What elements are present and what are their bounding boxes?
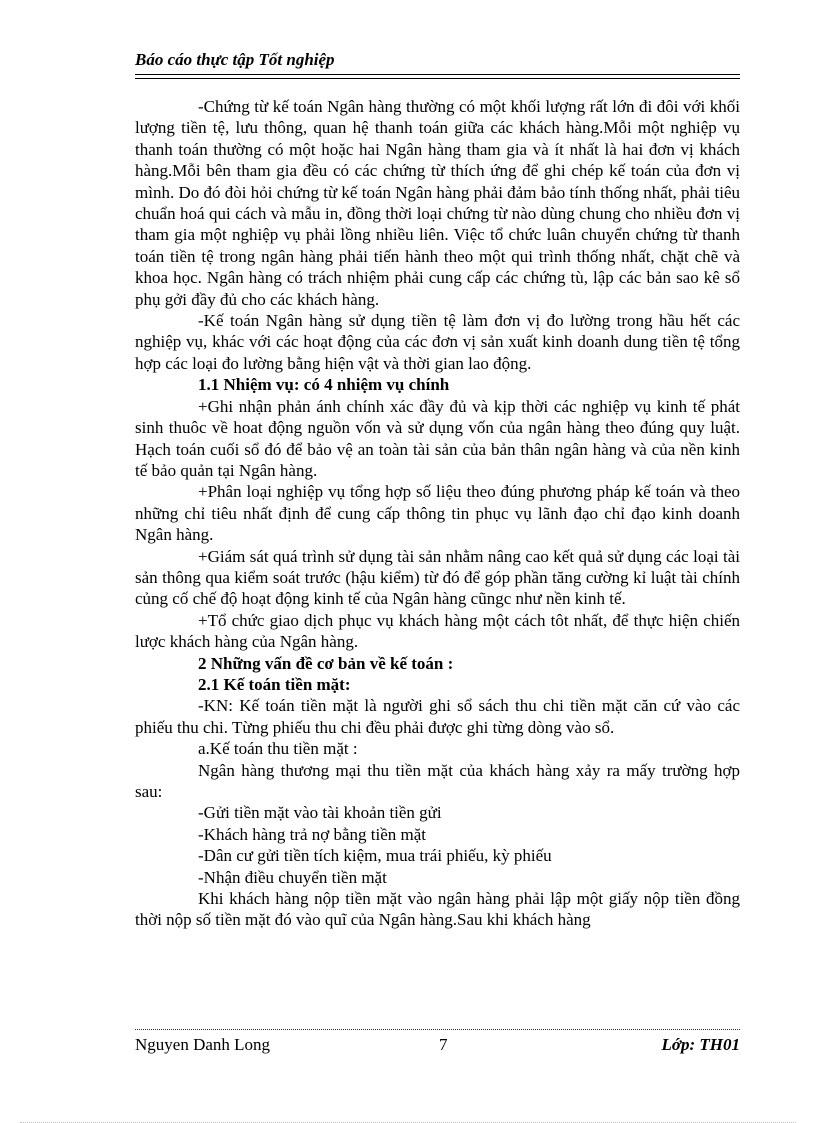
body-content xyxy=(135,96,740,931)
paragraph-duty-3: +Giám sát quá trình sử dụng tài sản nhằm nâng cao kết quả sử dụng các loại tài sản thông qua kiểm soát trước (hậu kiểm) từ đó để góp phần tăng cường kỉ luật tài chính củng cố chế độ hoạt động kinh tế của Ngân hàng cũngc như nền kinh tế. xyxy=(135,546,740,609)
footer-author: Nguyen Danh Long xyxy=(135,1035,271,1054)
list-item: -Khách hàng trả nợ bằng tiền mặt xyxy=(198,824,427,844)
paragraph-vouchers: -Chứng từ kế toán Ngân hàng thường có một khối lượng rất lớn đi đôi với khối lượng tiền tệ, lưu thông, quan hệ thanh toán giữa các khách hàng.Mỗi một nghiệp vụ thanh toán thường có một hoặc hai Ngân hàng tham gia và ít nhất là hai đơn vị khách hàng.Mỗi bên tham gia đều có các chứng từ thích ứng để ghi chép kế toán của đơn vị mình. Do đó đòi hỏi chứng từ kế toán Ngân hàng phải đảm bảo tính thống nhất, phải tiêu chuẩn hoá qui cách và mẫu in, đồng thời loại chứng từ nào dùng chung cho nhiều đơn vị tham gia một nghiệp vụ phải lồng nhiều liên. Việc tổ chức luân chuyển chứng từ thanh toán tiền tệ trong ngân hàng phải tiến hành theo một qui trình thống nhất, chặt chẽ và khoa học. Ngân hàng có trách nhiệm phải cung cấp các chứng tù, lập các bản sao kê sổ phụ gởi đầy đủ cho các khách hàng. xyxy=(135,97,740,309)
list-item: -Dân cư gửi tiền tích kiệm, mua trái phiếu, kỳ phiếu xyxy=(198,846,552,866)
page-header-title: Báo cáo thực tập Tốt nghiệp xyxy=(135,50,335,69)
paragraph-cash-deposit: Khi khách hàng nộp tiền mặt vào ngân hàng phải lập một giấy nộp tiền đồng thời nộp số tiền mặt đó vào quĩ của Ngân hàng.Sau khi khách hàng xyxy=(135,889,740,930)
page-number: 7 xyxy=(439,1035,448,1054)
heading-cash-accounting: 2.1 Kế toán tiền mặt: xyxy=(198,674,351,694)
paragraph-cash-definition: -KN: Kế toán tiền mặt là người ghi sổ sách thu chi tiền mặt căn cứ vào các phiếu thu chi. Từng phiếu thu chi đều phải được ghi từng dòng vào sổ. xyxy=(135,696,740,737)
paragraph-duty-1: +Ghi nhận phản ánh chính xác đầy đủ và kịp thời các nghiệp vụ kinh tế phát sinh thuôc về hoat động nguồn vốn và sử dụng vốn của ngân hàng theo đúng quy luật. Hạch toán cuối sổ đó để bảo vệ an toàn tài sản của bản thân ngân hàng và của nền kinh tế bảo quản tại Ngân hàng. xyxy=(135,396,740,480)
list-item: -Nhận điều chuyển tiền mặt xyxy=(198,867,387,887)
footer-divider xyxy=(135,1029,740,1030)
paragraph-cash-receipt-cases: Ngân hàng thương mại thu tiền mặt của khách hàng xảy ra mấy trường hợp sau: xyxy=(135,760,740,801)
paragraph-currency-unit: -Kế toán Ngân hàng sử dụng tiền tệ làm đơn vị đo lường trong hầu hết các nghiệp vụ, khác với các hoạt động của các đơn vị sản xuất kinh doanh dung tiền tệ tổng hợp các loại đo lường bằng hiện vật và thời gian lao động. xyxy=(135,311,740,373)
heading-duties: 1.1 Nhiệm vụ: có 4 nhiệm vụ chính xyxy=(198,375,450,395)
footer-class-label: Lớp: TH01 xyxy=(661,1035,740,1054)
paragraph-duty-2: +Phân loại nghiệp vụ tổng hợp số liệu theo đúng phương pháp kế toán và theo những chỉ tiêu nhất định để cung cấp thông tin phục vụ lãnh đạo chỉ đạo kinh doanh Ngân hàng. xyxy=(135,482,740,545)
paragraph-duty-4: +Tổ chức giao dịch phục vụ khách hàng một cách tôt nhất, để thực hiện chiến lược khách hàng của Ngân hàng. xyxy=(135,610,740,652)
list-item: -Gửi tiền mặt vào tài khoản tiền gửi xyxy=(198,803,442,823)
paragraph-cash-receipt-heading: a.Kế toán thu tiền mặt : xyxy=(198,739,358,759)
page-footer xyxy=(135,1035,740,1057)
heading-basic-issues: 2 Những vấn đề cơ bản về kế toán : xyxy=(198,653,454,673)
header-divider xyxy=(135,74,740,79)
